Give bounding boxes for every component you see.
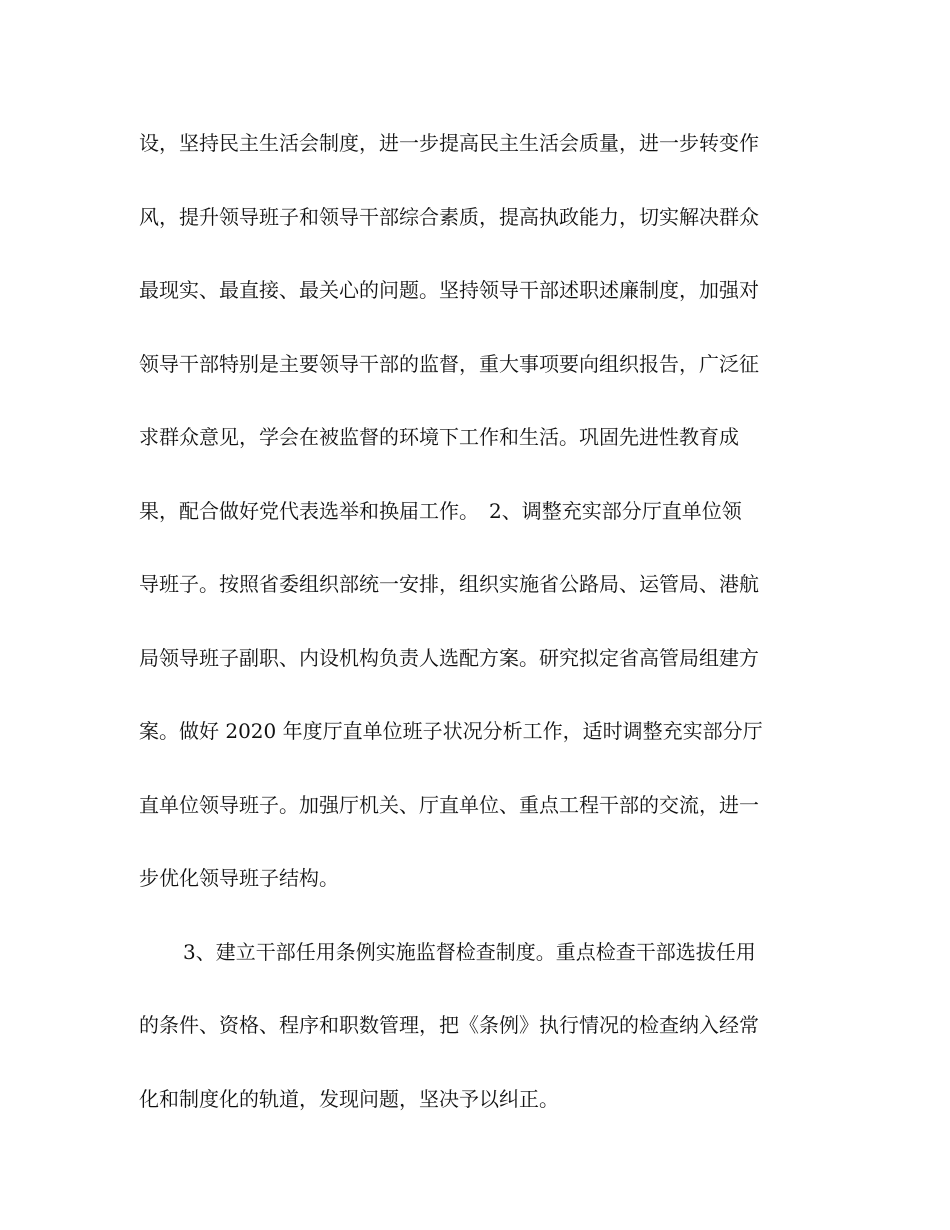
text-line-8: 局领导班子副职、内设机构负责人选配方案。研究拟定省高管局组建方 <box>139 645 759 670</box>
text-line-3: 最现实、最直接、最关心的问题。坚持领导干部述职述廉制度，加强对 <box>139 278 759 302</box>
text-line-9: 案。做好 2020 年度厅直单位班子状况分析工作，适时调整充实部分厅 <box>139 719 763 743</box>
text-line-4: 领导干部特别是主要领导干部的监督，重大事项要向组织报告，广泛征 <box>139 351 759 376</box>
text-line-7: 导班子。按照省委组织部统一安排，组织实施省公路局、运管局、港航 <box>139 572 759 596</box>
text-line-12: 3、建立干部任用条例实施监督检查制度。重点检查干部选拔任用 <box>183 939 756 964</box>
text-line-1: 设，坚持民主生活会制度，进一步提高民主生活会质量，进一步转变作 <box>139 131 759 155</box>
text-line-14: 化和制度化的轨道，发现问题，坚决予以纠正。 <box>139 1086 559 1111</box>
text-line-10: 直单位领导班子。加强厅机关、厅直单位、重点工程干部的交流，进一 <box>139 792 759 817</box>
document-body <box>139 123 819 1152</box>
text-line-6: 果，配合做好党代表选举和换届工作。 2、调整充实部分厅直单位领 <box>139 498 742 523</box>
text-line-2: 风，提升领导班子和领导干部综合素质，提高执政能力，切实解决群众 <box>139 204 759 229</box>
text-line-5: 求群众意见，学会在被监督的环境下工作和生活。巩固先进性教育成 <box>139 425 739 449</box>
text-line-13: 的条件、资格、程序和职数管理，把《条例》执行情况的检查纳入经常 <box>139 1013 759 1037</box>
text-line-11: 步优化领导班子结构。 <box>139 866 339 890</box>
